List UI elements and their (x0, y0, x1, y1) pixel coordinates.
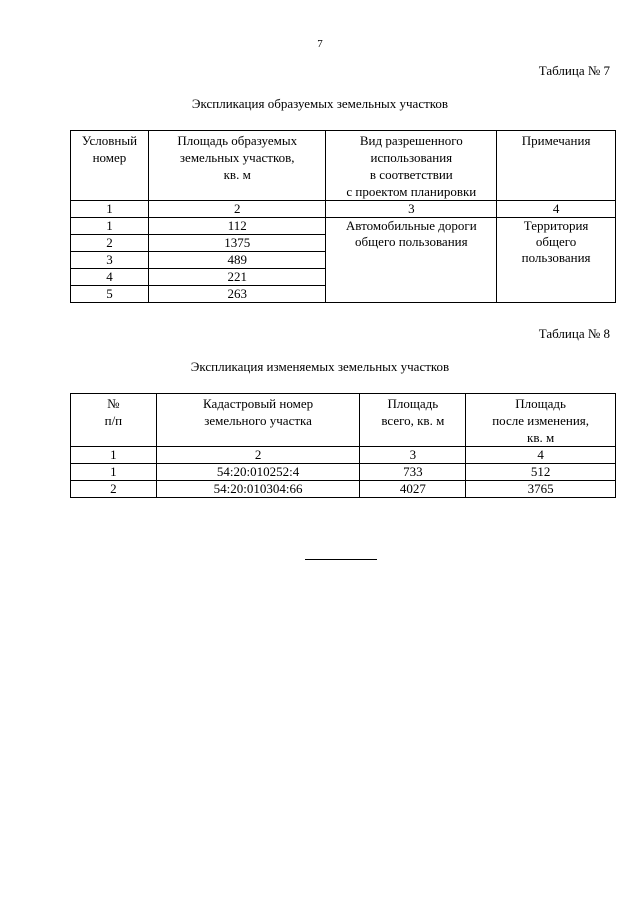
header-line: кв. м (527, 430, 555, 445)
table7-header-cell (326, 131, 497, 201)
header-line: кв. м (223, 167, 251, 182)
row-number: 1 (71, 218, 149, 235)
notes-cell (497, 218, 616, 303)
header-line: Вид разрешенного (359, 133, 463, 148)
row-area: 489 (148, 252, 326, 269)
page-number: 7 (317, 38, 323, 50)
row-number: 1 (71, 464, 157, 481)
row-number: 2 (71, 235, 149, 252)
column-number: 3 (326, 201, 497, 218)
header-line: Площадь образуемых (177, 133, 298, 148)
row-cadastral: 54:20:010304:66 (156, 481, 360, 498)
table7-caption: Экспликация образуемых земельных участков (191, 96, 449, 111)
table8-header-cell (466, 394, 616, 447)
table-row (71, 218, 616, 235)
note-line: общего (535, 234, 577, 249)
column-number: 1 (71, 447, 157, 464)
table7-label: Таблица № 7 (538, 63, 610, 78)
row-number: 4 (71, 269, 149, 286)
header-line: № (107, 396, 120, 411)
row-area: 1375 (148, 235, 326, 252)
header-line: п/п (104, 413, 123, 428)
row-number: 2 (71, 481, 157, 498)
column-number: 2 (148, 201, 326, 218)
table7-header-cell (71, 131, 149, 201)
table8-caption: Экспликация изменяемых земельных участков (190, 359, 450, 374)
table8-header-cell (156, 394, 360, 447)
end-divider (305, 559, 377, 560)
row-cadastral: 54:20:010252:4 (156, 464, 360, 481)
header-line: с проектом планировки (346, 184, 477, 199)
table7-header-row (71, 131, 616, 201)
table8-header-cell (71, 394, 157, 447)
column-number: 2 (156, 447, 360, 464)
row-area: 263 (148, 286, 326, 303)
header-line: в соответствии (369, 167, 453, 182)
header-line: номер (92, 150, 127, 165)
row-area-after: 512 (466, 464, 616, 481)
row-area: 112 (148, 218, 326, 235)
header-line: после изменения, (492, 413, 590, 428)
table7-header-cell (497, 131, 616, 201)
header-line: земельного участка (204, 413, 312, 428)
use-type-cell (326, 218, 497, 303)
header-line: использования (370, 150, 453, 165)
table8-column-numbers (71, 447, 616, 464)
table-row (71, 464, 616, 481)
column-number: 4 (466, 447, 616, 464)
note-line: пользования (521, 250, 591, 265)
table7-column-numbers (71, 201, 616, 218)
column-number: 3 (360, 447, 466, 464)
header-line: Площадь (387, 396, 439, 411)
row-number: 3 (71, 252, 149, 269)
header-line: Площадь (515, 396, 566, 411)
row-area-after: 3765 (466, 481, 616, 498)
use-line: общего пользования (355, 234, 468, 249)
row-total-area: 4027 (360, 481, 466, 498)
header-line: Кадастровый номер (203, 396, 314, 411)
note-line: Территория (523, 218, 589, 233)
row-number: 5 (71, 286, 149, 303)
table8-header-row (71, 394, 616, 447)
header-line: Примечания (521, 133, 591, 148)
table-row (71, 481, 616, 498)
header-line: Условный (81, 133, 138, 148)
column-number: 4 (497, 201, 616, 218)
table-8 (70, 393, 616, 498)
use-line: Автомобильные дороги (345, 218, 477, 233)
table-7 (70, 130, 616, 303)
row-area: 221 (148, 269, 326, 286)
table8-header-cell (360, 394, 466, 447)
header-line: земельных участков, (179, 150, 295, 165)
table8-label: Таблица № 8 (538, 326, 610, 341)
column-number: 1 (71, 201, 149, 218)
table7-header-cell (148, 131, 326, 201)
header-line: всего, кв. м (381, 413, 445, 428)
row-total-area: 733 (360, 464, 466, 481)
